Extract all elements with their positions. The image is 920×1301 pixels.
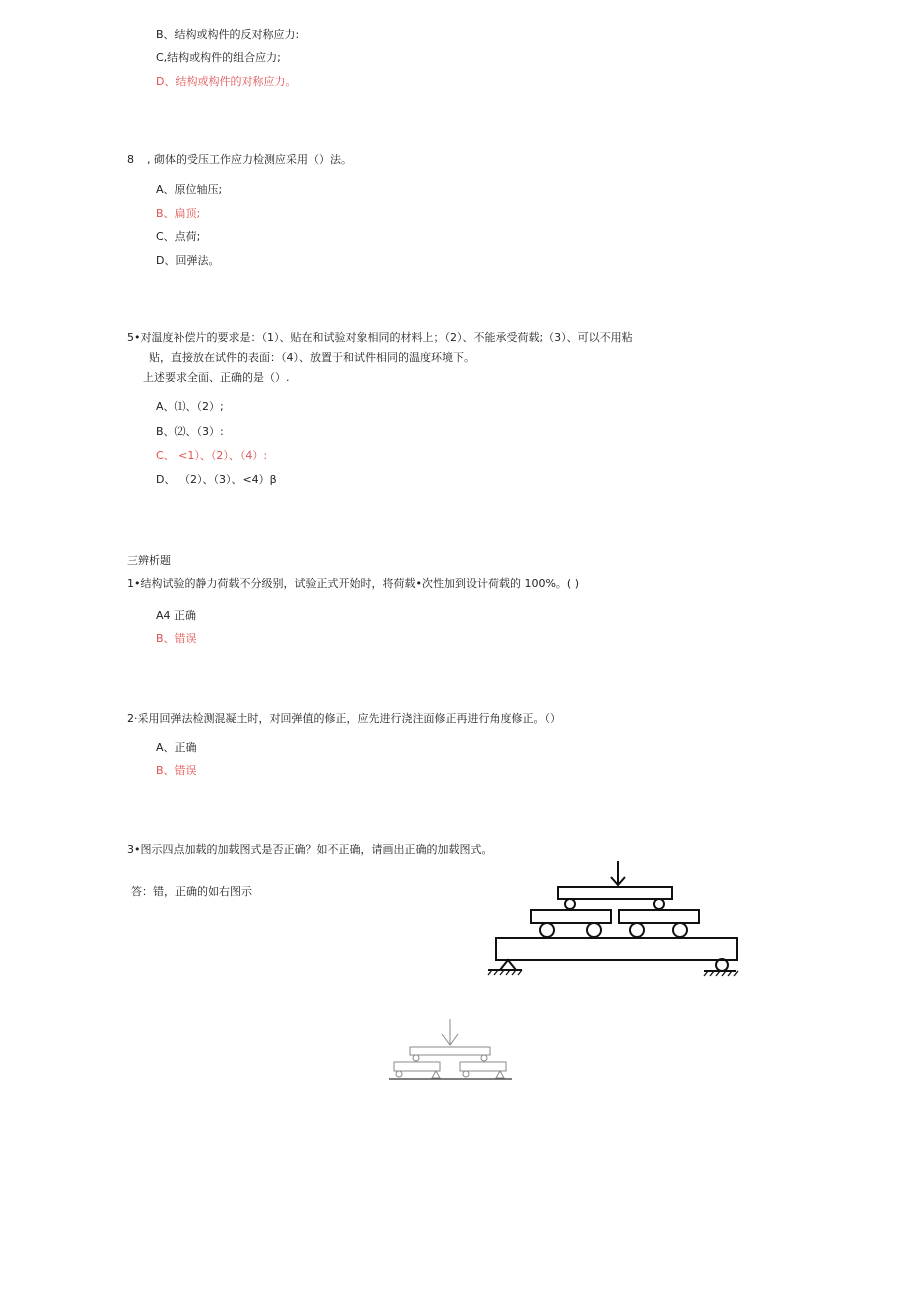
q8-option-d: D、回弹法。 bbox=[156, 254, 220, 267]
roller bbox=[413, 1055, 419, 1061]
roller bbox=[654, 899, 664, 909]
roller bbox=[565, 899, 575, 909]
middle-distribution-beam-right bbox=[619, 910, 699, 923]
q5-text-line3: 上述要求全面、正确的是（）. bbox=[143, 371, 290, 384]
q5-option-b: B、⑵、（3）: bbox=[156, 425, 224, 438]
s3-q1-option-b-answer: B、错误 bbox=[156, 632, 197, 645]
lower-beam-left bbox=[394, 1062, 440, 1071]
s3-q1-option-a: A4 正确 bbox=[156, 609, 197, 622]
question-loading-diagram bbox=[387, 1017, 515, 1083]
q5-option-a: A、⑴、（2）; bbox=[156, 400, 224, 413]
s3-q2-option-a: A、正确 bbox=[156, 741, 197, 754]
top-distribution-beam bbox=[558, 887, 672, 899]
load-roller bbox=[587, 923, 601, 937]
s3-q2-text: 2·采用回弹法检测混凝土时，对回弹值的修正，应先进行浇注面修正再进行角度修正。（） bbox=[127, 712, 561, 725]
support bbox=[432, 1071, 440, 1078]
support bbox=[496, 1071, 504, 1078]
q8-number: 8 bbox=[127, 153, 134, 166]
q5-text-line2: 贴，直接放在试件的表面：（4）、放置于和试件相同的温度环境下。 bbox=[149, 351, 475, 364]
prev-option-d-answer: D、结构或构件的对称应力。 bbox=[156, 75, 297, 88]
prev-option-c: C,结构或构件的组合应力; bbox=[156, 51, 281, 64]
q8-option-a: A、原位轴压; bbox=[156, 183, 223, 196]
q5-option-c-answer: C、 <1）、（2）、（4）: bbox=[156, 449, 268, 462]
roller bbox=[396, 1071, 402, 1077]
s3-q2-option-b-answer: B、错误 bbox=[156, 764, 197, 777]
roller bbox=[481, 1055, 487, 1061]
middle-distribution-beam-left bbox=[531, 910, 611, 923]
s3-q3-answer: 答：错，正确的如右图示 bbox=[131, 885, 252, 898]
q8-text: , 砌体的受压工作应力检测应采用（）法。 bbox=[147, 153, 352, 166]
main-beam bbox=[496, 938, 737, 960]
s3-q3-text: 3•图示四点加载的加载图式是否正确？如不正确，请画出正确的加载图式。 bbox=[127, 843, 493, 856]
q5-text-line1: 5•对温度补偿片的要求是：（1）、贴在和试验对象相同的材料上；（2）、不能承受荷载;（3）、可以不用粘 bbox=[127, 331, 633, 344]
q8-option-c: C、点荷; bbox=[156, 230, 201, 243]
roller bbox=[463, 1071, 469, 1077]
load-roller bbox=[673, 923, 687, 937]
s3-q1-text: 1•结构试验的静力荷载不分级别，试验正式开始时，将荷载•次性加到设计荷载的 100%。( ) bbox=[127, 577, 579, 590]
top-distribution-beam bbox=[410, 1047, 490, 1055]
load-roller bbox=[540, 923, 554, 937]
load-roller bbox=[630, 923, 644, 937]
pin-support bbox=[500, 960, 516, 970]
prev-option-b: B、结构或构件的反对称应力: bbox=[156, 28, 300, 41]
lower-beam-right bbox=[460, 1062, 506, 1071]
q5-option-d: D、 （2）、（3）、<4）β bbox=[156, 473, 277, 486]
q8-option-b-answer: B、扁顶; bbox=[156, 207, 201, 220]
correct-loading-diagram bbox=[484, 858, 744, 980]
section-title: 三辨析题 bbox=[127, 554, 171, 567]
